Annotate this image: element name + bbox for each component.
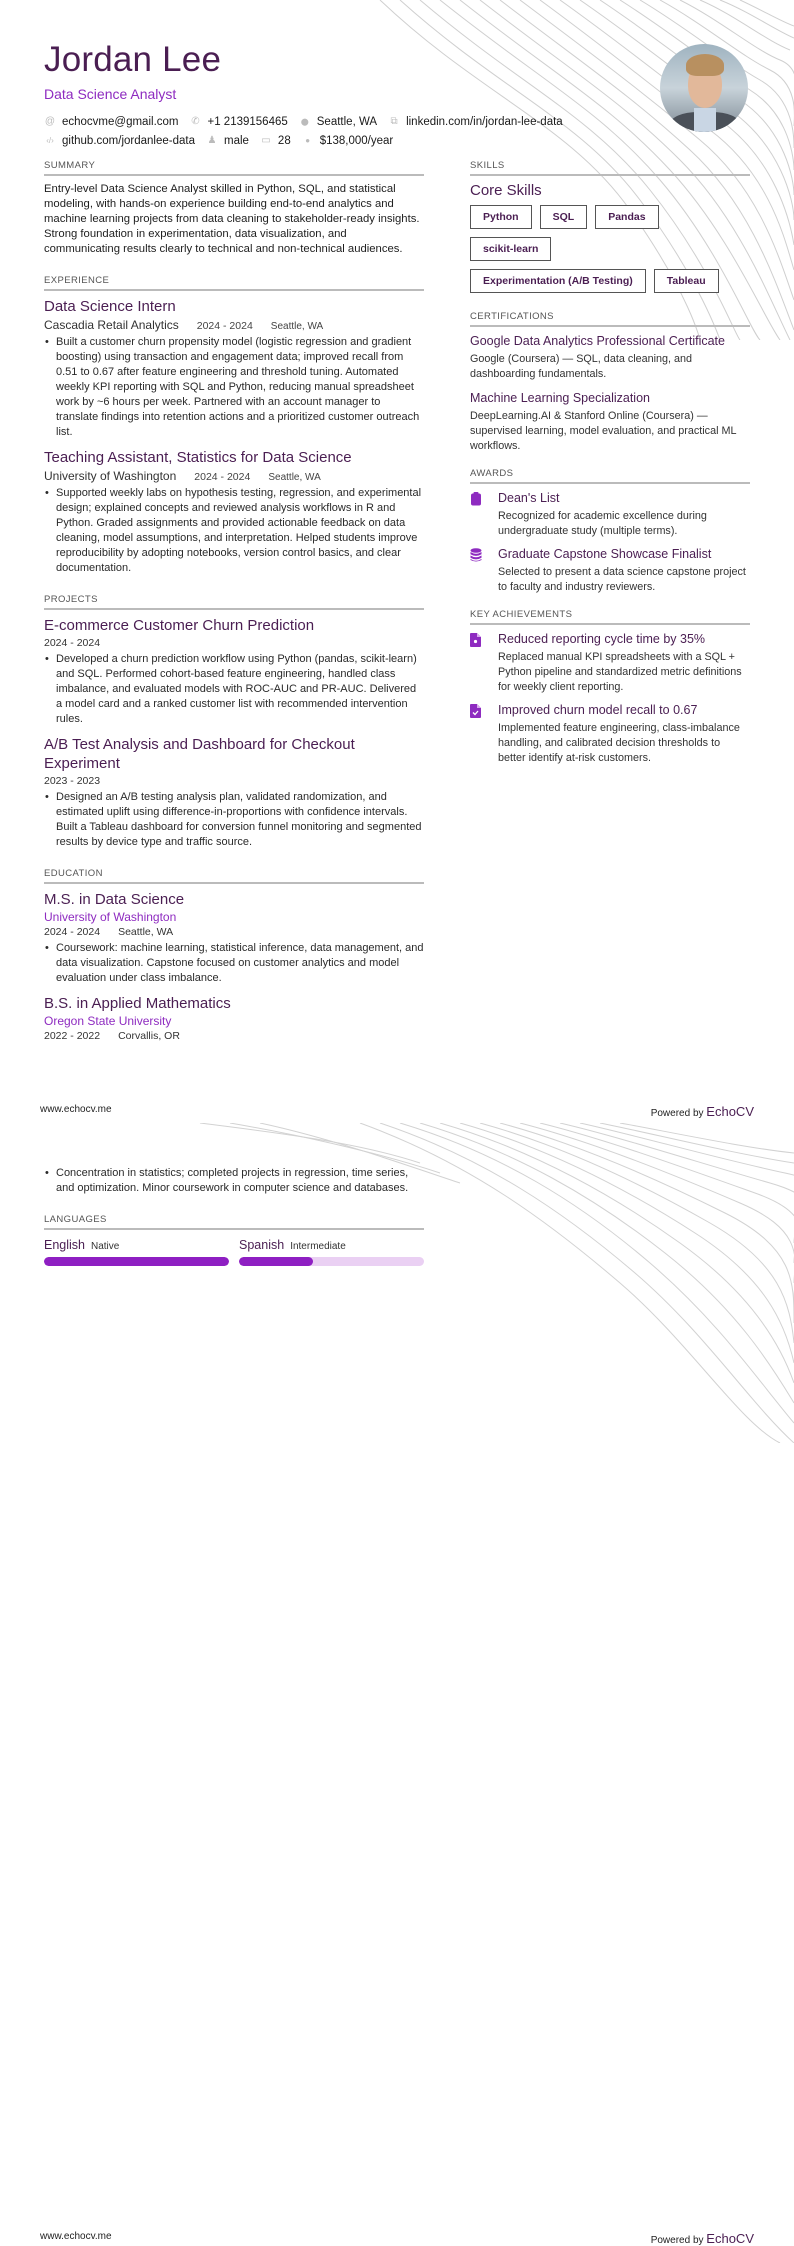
contact-gender	[206, 135, 249, 147]
page-footer	[40, 2231, 754, 2246]
bullet-item: • Concentration in statistics; completed projects in regression, time series, and optimization. Minor coursework in computer science and databases.	[56, 1166, 424, 1196]
job-bullets	[44, 335, 424, 440]
project-dates	[44, 775, 424, 787]
language-item	[239, 1236, 424, 1266]
brand-name[interactable]: EchoCV	[706, 1104, 754, 1119]
achievement-desc: Replaced manual KPI spreadsheets with a SQL + Python pipeline and standardized metric definitions for weekly client reporting.	[498, 651, 742, 693]
contact-salary	[302, 135, 394, 147]
section-heading: CERTIFICATIONS	[470, 311, 750, 327]
phone-icon: ✆	[191, 116, 200, 127]
calendar-icon: ▭	[261, 135, 271, 146]
database-icon	[470, 546, 498, 595]
certification-desc: Google (Coursera) — SQL, data cleaning, and dashboarding fundamentals.	[470, 353, 693, 380]
summary-section	[44, 160, 424, 257]
education-entry	[44, 994, 424, 1042]
section-heading: EDUCATION	[44, 868, 424, 884]
education-meta	[44, 926, 424, 938]
footer-powered-by	[651, 2231, 754, 2246]
certification-title: Machine Learning Specialization	[470, 391, 650, 405]
languages-section	[44, 1214, 424, 1266]
project-dates	[44, 637, 424, 649]
degree: M.S. in Data Science	[44, 891, 185, 908]
footer-powered-by	[651, 1104, 754, 1119]
language-level: Intermediate	[290, 1241, 346, 1252]
awards-section	[470, 468, 750, 595]
job-dates: 2024 - 2024	[194, 471, 251, 483]
job-title: Data Science Intern	[44, 298, 176, 315]
contact-info	[44, 112, 644, 150]
summary-paragraph: Entry-level Data Science Analyst skilled in Python, SQL, and statistical modeling, with hands-on experience building end-to-end analytics and machine learning projects from data cleaning to stakeholder-ready insights.	[44, 183, 420, 225]
avatar	[660, 44, 748, 132]
link-icon: ⧉	[390, 116, 398, 127]
language-proficiency-bar	[44, 1257, 229, 1266]
footer-site-link[interactable]: www.echocv.me	[40, 2231, 112, 2242]
language-proficiency-bar	[239, 1257, 424, 1266]
school: University of Washington	[44, 910, 177, 924]
section-heading: EXPERIENCE	[44, 275, 424, 291]
job-location: Seattle, WA	[270, 321, 324, 332]
skills-section	[470, 160, 750, 293]
gender-text: male	[223, 134, 249, 147]
candidate-title: Data Science Analyst	[44, 86, 177, 102]
education-location: Corvallis, OR	[118, 1030, 180, 1042]
bullet-item: • Designed an A/B testing analysis plan, validated randomization, and estimated uplift using difference-in-proportions with confidence intervals. Built a Tableau dashboard for conversion funnel monitoring and segmented results by device type and traffic source.	[56, 790, 424, 850]
achievement-title: Reduced reporting cycle time by 35%	[498, 632, 706, 646]
contact-phone[interactable]	[190, 116, 288, 128]
resume-page-2	[0, 1123, 794, 2246]
bullet-item: • Coursework: machine learning, statistical inference, data management, and data visualization. Capstone focused on customer analytics and model evaluation under class imbalance.	[56, 941, 424, 986]
achievement-item	[470, 631, 750, 695]
linkedin-text: linkedin.com/in/jordan-lee-data	[406, 115, 563, 128]
award-desc: Selected to present a data science capstone project to faculty and industry reviewers.	[498, 566, 746, 593]
avatar-hair	[686, 54, 724, 76]
bullet-item: • Built a customer churn propensity model (logistic regression and gradient boosting) using transaction and engagement data; improved recall from 0.51 to 0.67 after feature engineering and threshold tuning. Automated weekly KPI reporting with SQL and Python, reducing manual spreadsheet work by ~6 hours per week. Partnered with an account manager to translate findings into retention actions and a prioritized customer outreach list.	[56, 335, 424, 440]
contact-linkedin[interactable]	[388, 116, 563, 128]
skill-chip: Tableau	[654, 269, 719, 293]
project-title: A/B Test Analysis and Dashboard for Checkout Experiment	[44, 736, 355, 772]
avatar-shirt	[694, 108, 716, 132]
project-dates-text: 2023 - 2023	[44, 775, 101, 787]
left-column-continued	[44, 1163, 424, 1280]
job-title: Teaching Assistant, Statistics for Data Science	[44, 449, 352, 466]
certification-desc: DeepLearning.AI & Stanford Online (Coursera) — supervised learning, model evaluation, and practical ML workflows.	[470, 410, 737, 452]
skill-group-title: Core Skills	[470, 182, 542, 199]
skill-chip: scikit-learn	[470, 237, 551, 261]
language-proficiency-fill	[44, 1257, 229, 1266]
email-text: echocvme@gmail.com	[62, 115, 179, 128]
document-check-icon	[470, 702, 498, 766]
section-heading: SKILLS	[470, 160, 750, 176]
education-location: Seattle, WA	[118, 926, 174, 938]
page-footer	[40, 1104, 754, 1119]
certification-title: Google Data Analytics Professional Certificate	[470, 334, 725, 348]
skill-chips	[470, 205, 750, 293]
skill-chip: Experimentation (A/B Testing)	[470, 269, 646, 293]
section-heading: KEY ACHIEVEMENTS	[470, 609, 750, 625]
project-dates-text: 2024 - 2024	[44, 637, 101, 649]
job-meta	[44, 469, 424, 483]
project-title: E-commerce Customer Churn Prediction	[44, 617, 315, 634]
job-meta	[44, 318, 424, 332]
language-name: Spanish	[239, 1238, 285, 1252]
education-bullets	[44, 1166, 424, 1196]
education-meta	[44, 1030, 424, 1042]
contact-github[interactable]	[44, 135, 195, 147]
skill-chip: SQL	[540, 205, 588, 229]
job-dates: 2024 - 2024	[196, 320, 253, 332]
achievements-section	[470, 609, 750, 766]
degree: B.S. in Applied Mathematics	[44, 995, 231, 1012]
salary-text: $138,000/year	[319, 134, 394, 147]
award-title: Dean's List	[498, 491, 560, 505]
clipboard-icon	[470, 490, 498, 539]
at-icon: @	[44, 116, 56, 127]
award-item	[470, 490, 750, 539]
section-heading: LANGUAGES	[44, 1214, 424, 1230]
language-proficiency-fill	[239, 1257, 313, 1266]
employer: University of Washington	[44, 469, 177, 483]
project-entry	[44, 616, 424, 727]
education-entry	[44, 890, 424, 986]
school: Oregon State University	[44, 1014, 172, 1028]
section-heading: PROJECTS	[44, 594, 424, 610]
right-column	[470, 160, 750, 780]
education-bullets	[44, 941, 424, 986]
project-bullets	[44, 652, 424, 727]
award-desc: Recognized for academic excellence during undergraduate study (multiple terms).	[498, 510, 707, 537]
achievement-title: Improved churn model recall to 0.67	[498, 703, 698, 717]
achievement-item	[470, 702, 750, 766]
location-pin-icon: ⬤	[300, 118, 309, 126]
person-icon: ♟	[207, 135, 217, 146]
code-icon: ‹/›	[46, 136, 54, 145]
bullet-item: • Developed a churn prediction workflow using Python (pandas, scikit-learn) and SQL. Performed cohort-based feature engineering, handled class imbalance, and evaluated models with ROC-AUC and PR-AUC. Delivered a model card and a ranked customer list with recommended intervention rules.	[56, 652, 424, 727]
contact-row-2	[44, 131, 644, 150]
left-column	[44, 160, 424, 1056]
bullet-item: • Supported weekly labs on hypothesis testing, regression, and experimental design; explained concepts and reviewed analysis workflows in R and Python. Graded assignments and provided actionable feedback on data cleaning, model assumptions, and interpretation. Helped students improve reproducibility by adopting notebooks, version control basics, and clear documentation.	[56, 486, 424, 576]
job-bullets	[44, 486, 424, 576]
powered-by-text: Powered by	[650, 2235, 704, 2246]
education-dates: 2022 - 2022	[44, 1030, 101, 1042]
language-name: English	[44, 1238, 85, 1252]
award-title: Graduate Capstone Showcase Finalist	[498, 547, 712, 561]
document-icon	[470, 631, 498, 695]
contact-email[interactable]	[44, 116, 179, 128]
contact-age	[260, 135, 291, 147]
experience-entry	[44, 448, 424, 576]
summary-paragraph: Strong foundation in experimentation, data visualization, and communicating results clearly to technical and non-technical audiences.	[44, 228, 403, 255]
candidate-name: Jordan Lee	[44, 40, 222, 79]
powered-by-text: Powered by	[650, 1108, 704, 1119]
age-text: 28	[277, 134, 291, 147]
language-level: Native	[91, 1241, 120, 1252]
footer-site-link[interactable]: www.echocv.me	[40, 1104, 112, 1115]
language-list	[44, 1236, 424, 1266]
contact-location	[299, 116, 377, 128]
job-location: Seattle, WA	[268, 472, 321, 483]
salary-icon: ●	[305, 136, 311, 145]
phone-text: +1 2139156465	[207, 115, 288, 128]
projects-section	[44, 594, 424, 850]
skill-chip: Python	[470, 205, 532, 229]
award-item	[470, 546, 750, 595]
education-dates: 2024 - 2024	[44, 926, 101, 938]
section-heading: SUMMARY	[44, 160, 424, 176]
section-heading: AWARDS	[470, 468, 750, 484]
location-text: Seattle, WA	[316, 115, 378, 128]
education-section	[44, 868, 424, 1042]
contact-row-1	[44, 112, 644, 131]
language-item	[44, 1236, 229, 1266]
employer: Cascadia Retail Analytics	[44, 318, 179, 332]
project-bullets	[44, 790, 424, 850]
resume-header	[44, 40, 644, 150]
brand-name[interactable]: EchoCV	[706, 2231, 754, 2246]
skill-chip: Pandas	[595, 205, 658, 229]
experience-entry	[44, 297, 424, 440]
achievement-desc: Implemented feature engineering, class-imbalance handling, and calibrated decision thresholds to better identify at-risk customers.	[498, 722, 740, 764]
project-entry	[44, 735, 424, 850]
experience-section	[44, 275, 424, 576]
github-text: github.com/jordanlee-data	[62, 134, 195, 147]
certifications-section	[470, 311, 750, 454]
